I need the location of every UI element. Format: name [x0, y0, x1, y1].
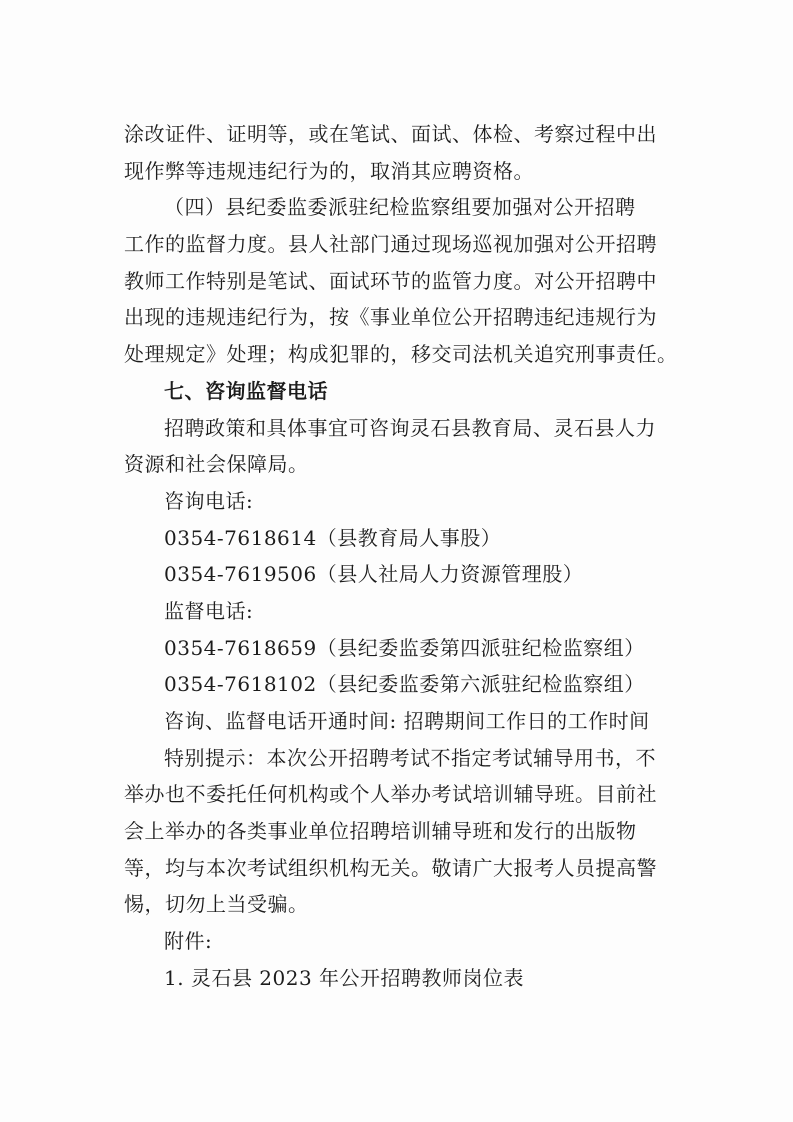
- consult-phone-2: 0354-7619506（县人社局人力资源管理股）: [164, 562, 584, 587]
- attachment-label: 附件:: [164, 929, 213, 954]
- attachment-item-1: 1. 灵石县 2023 年公开招聘教师岗位表: [164, 965, 525, 990]
- paragraph-2-line-1: （四）县纪委监委派驻纪检监察组要加强对公开招聘: [164, 195, 636, 220]
- notice-line-3: 会上举办的各类事业单位招聘培训辅导班和发行的出版物: [124, 819, 637, 844]
- paragraph-3-line-2: 资源和社会保障局。: [124, 452, 309, 477]
- phone-hours-line: 咨询、监督电话开通时间: 招聘期间工作日的工作时间: [164, 709, 650, 733]
- supervise-phone-1: 0354-7618659（县纪委监委第四派驻纪检监察组）: [164, 635, 645, 660]
- notice-line-5: 惕，切勿上当受骗。: [124, 892, 309, 917]
- document-body: [124, 116, 678, 997]
- paragraph-2-line-2: 工作的监督力度。县人社部门通过现场巡视加强对公开招聘: [124, 232, 657, 257]
- paragraph-1-line-1: 涂改证件、证明等，或在笔试、面试、体检、考察过程中出: [124, 122, 657, 146]
- paragraph-2-line-4: 出现的违规违纪行为，按《事业单位公开招聘违纪违规行为: [124, 305, 657, 330]
- consult-phone-1: 0354-7618614（县教育局人事股）: [164, 525, 502, 550]
- section-7-heading: 七、咨询监督电话: [164, 378, 328, 403]
- consult-phone-label: 咨询电话:: [164, 488, 254, 513]
- notice-line-1: 特别提示：本次公开招聘考试不指定考试辅导用书，不: [164, 745, 656, 770]
- paragraph-2-line-5: 处理规定》处理；构成犯罪的，移交司法机关追究刑事责任。: [124, 342, 678, 367]
- paragraph-3-line-1: 招聘政策和具体事宜可咨询灵石县教育局、灵石县人力: [164, 415, 656, 440]
- supervise-phone-label: 监督电话:: [164, 598, 254, 623]
- notice-line-2: 举办也不委托任何机构或个人举办考试培训辅导班。目前社: [124, 782, 657, 807]
- paragraph-1-line-2: 现作弊等违规违纪行为的，取消其应聘资格。: [124, 158, 534, 183]
- supervise-phone-2: 0354-7618102（县纪委监委第六派驻纪检监察组）: [164, 672, 645, 697]
- paragraph-2-line-3: 教师工作特别是笔试、面试环节的监管力度。对公开招聘中: [124, 268, 657, 293]
- notice-line-4: 等，均与本次考试组织机构无关。敬请广大报考人员提高警: [124, 855, 657, 880]
